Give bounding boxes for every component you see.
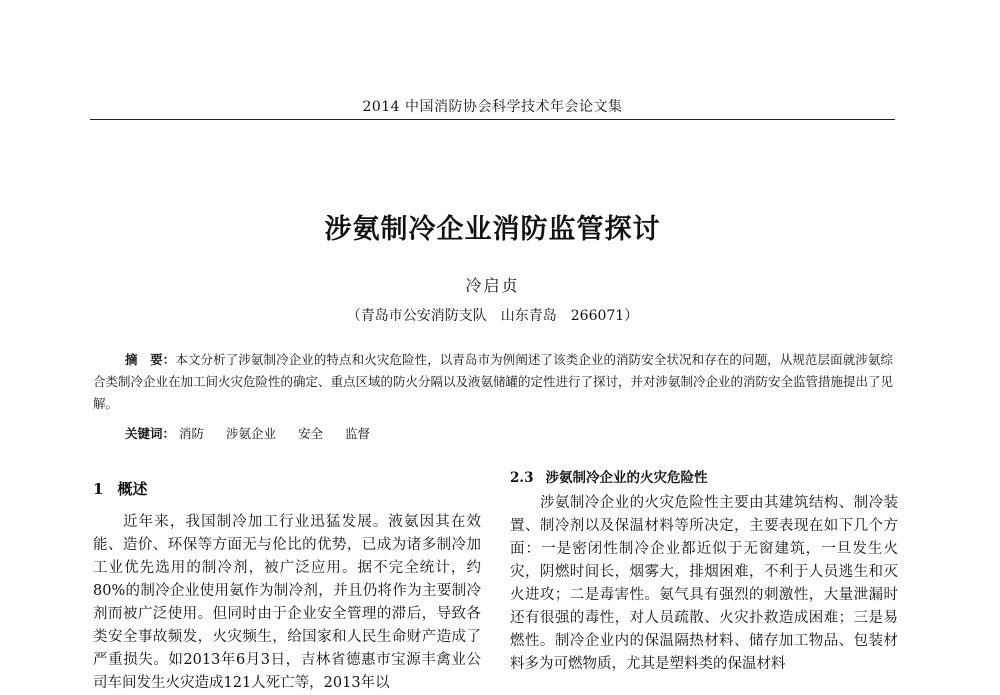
running-head: 2014 中国消防协会科学技术年会论文集 (362, 99, 623, 115)
section-title: 概述 (117, 480, 148, 498)
abstract-text: 本文分析了涉氨制冷企业的特点和火灾危险性，以青岛市为例阐述了该类企业的消防安全状况和存在的问题，从规范层面就涉氨综合类制冷企业在加工间火灾危险性的确定、重点区域的防火分隔以及液氨储罐的定性进行了探讨，并对涉氨制冷企业的消防安全监管措施提出了见解。 (93, 352, 894, 411)
right-column (510, 467, 898, 676)
section-heading (93, 478, 481, 501)
header-rule (90, 119, 895, 120)
subsection-number: 2.3 (510, 470, 534, 486)
section-number: 1 (93, 480, 104, 498)
keywords (125, 423, 885, 445)
author-affiliation: （青岛市公安消防支队 山东青岛 266071） (346, 308, 639, 324)
keyword: 涉氨企业 (226, 426, 277, 441)
keyword: 监督 (345, 426, 371, 441)
abstract-label: 摘 要： (125, 352, 176, 367)
paper-title: 涉氨制冷企业消防监管探讨 (324, 214, 661, 245)
author-name: 冷启贞 (465, 276, 520, 295)
abstract (93, 349, 893, 415)
subsection-title: 涉氨制冷企业的火灾危险性 (545, 470, 708, 486)
section-paragraph: 近年来，我国制冷加工行业迅猛发展。液氨因其在效能、造价、环保等方面无与伦比的优势，已成为诸多制冷加工业优先选用的制冷剂，被广泛应用。据不完全统计，约80%的制冷企业使用氨作为制冷剂，并且仍将作为主要制冷剂而被广泛使用。但同时由于企业安全管理的滞后，导致各类安全事故频发，火灾频生，给国家和人民生命财产造成了严重损失。如2013年6月3日，吉林省德惠市宝源丰禽业公司车间发生火灾造成121人死亡等，2013年以 (93, 514, 481, 691)
subsection-paragraph: 涉氨制冷企业的火灾危险性主要由其建筑结构、制冷装置、制冷剂以及保温材料等所决定，主要表现在如下几个方面：一是密闭性制冷企业都近似于无窗建筑，一旦发生火灾，阴燃时间长，烟雾大，排烟困难，不利于人员逃生和灭火进攻；二是毒害性。氨气具有强烈的刺激性，大量泄漏时还有很强的毒性，对人员疏散、火灾扑救造成困难；三是易燃性。制冷企业内的保温隔热材料、储存加工物品、包装材料多为可燃物质，尤其是塑料类的保温材料 (510, 495, 898, 672)
keyword: 消防 (179, 426, 205, 441)
keyword: 安全 (298, 426, 324, 441)
keywords-label: 关键词： (125, 426, 176, 441)
left-column (93, 478, 481, 695)
subsection-heading (510, 467, 898, 490)
